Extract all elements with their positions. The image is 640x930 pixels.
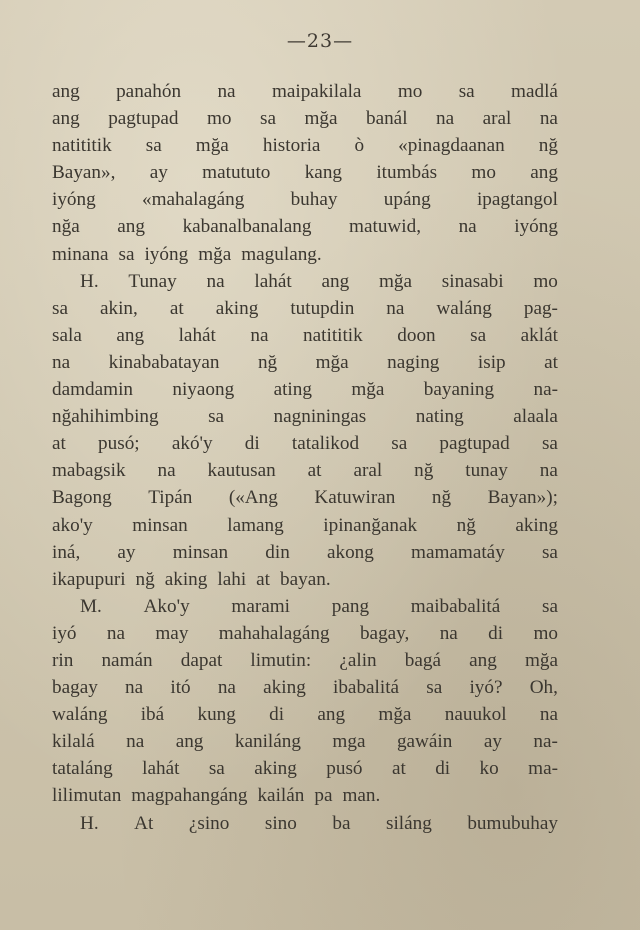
word: nating <box>415 406 464 428</box>
word: na <box>206 270 225 292</box>
word: ¿alin <box>339 649 377 671</box>
word: lahát <box>254 270 292 292</box>
word: Bayan», <box>52 162 116 184</box>
word: magulang. <box>241 243 322 265</box>
word: ay <box>483 731 502 753</box>
word: «pinagdaanan <box>398 135 505 157</box>
word: ibabalitá <box>333 677 400 699</box>
word: at <box>169 297 184 319</box>
word: bayaning <box>423 379 495 401</box>
word: waláng <box>52 704 108 726</box>
word: minsan <box>172 541 229 563</box>
word: pagtupad <box>108 108 179 130</box>
word: naging <box>387 351 440 373</box>
word: na <box>439 622 458 644</box>
word: sinasabi <box>441 270 504 292</box>
word: di <box>244 433 260 455</box>
word: nğ <box>414 460 434 482</box>
word: ang <box>321 270 350 292</box>
word: na <box>539 108 558 130</box>
word: ating <box>273 379 312 401</box>
text-line <box>52 755 558 782</box>
word: mğa <box>378 704 412 726</box>
word: kaniláng <box>234 731 301 753</box>
word: minsan <box>132 514 188 536</box>
word: tunay <box>465 460 508 482</box>
word: na <box>458 216 477 238</box>
word: matuwid, <box>349 216 421 238</box>
word: buhay <box>290 189 338 211</box>
word: sa <box>208 406 225 428</box>
word: banál <box>365 108 408 130</box>
word: at <box>307 460 322 482</box>
word: iyó? <box>469 677 503 699</box>
word: na <box>386 297 405 319</box>
word: At <box>134 812 154 834</box>
word: mo <box>533 622 558 644</box>
word: akin, <box>99 297 138 319</box>
word: waláng <box>436 297 492 319</box>
word: tatalikod <box>291 433 360 455</box>
word: pagtupad <box>439 433 510 455</box>
word: na <box>52 351 71 373</box>
word: nğ <box>538 135 558 157</box>
word: isip <box>477 351 506 373</box>
word: na <box>250 324 269 346</box>
word: itó <box>170 677 191 699</box>
word: magpahangáng <box>131 785 248 807</box>
word: mabagsik <box>52 460 126 482</box>
word: di <box>488 622 504 644</box>
word: ipinanğanak <box>323 514 418 536</box>
word: sino <box>264 812 297 834</box>
word: ang <box>469 649 497 671</box>
word: na- <box>533 731 558 753</box>
word: alaala <box>513 406 558 428</box>
word: ò <box>354 135 365 157</box>
word: M. <box>80 595 102 617</box>
word: dapat <box>180 649 223 671</box>
word: H. <box>80 270 99 292</box>
word: nğ <box>431 487 452 509</box>
word: ang <box>116 324 145 346</box>
word: pa <box>314 785 333 807</box>
word: mamamatáy <box>411 541 505 563</box>
word: Ako'y <box>143 595 190 617</box>
word: sa <box>541 433 558 455</box>
word: pag- <box>523 297 558 319</box>
word: mo <box>207 108 232 130</box>
word: natititik <box>303 324 363 346</box>
word: lilimutan <box>52 785 122 807</box>
word: nğahihimbing <box>52 406 159 428</box>
word: «mahalagáng <box>142 189 245 211</box>
word: tutupdin <box>290 297 355 319</box>
word: aking <box>263 677 306 699</box>
body-text <box>52 78 558 837</box>
word: ipagtangol <box>476 189 558 211</box>
word: akó'y <box>171 433 213 455</box>
word: may <box>155 622 189 644</box>
text-line <box>52 430 558 457</box>
word: nagniningas <box>273 406 367 428</box>
word: mahahalagáng <box>218 622 330 644</box>
word: mğa <box>378 270 413 292</box>
word: sa <box>541 541 558 563</box>
text-line <box>52 782 558 809</box>
word: historia <box>262 135 321 157</box>
word: tataláng <box>52 758 113 780</box>
word: mo <box>471 162 496 184</box>
word: maibabalitá <box>410 595 501 617</box>
word: upáng <box>383 189 431 211</box>
word: nğ <box>135 568 155 590</box>
word: («Ang <box>228 487 278 509</box>
word: mğa <box>198 243 232 265</box>
word: ay <box>117 541 136 563</box>
word: sa <box>426 677 443 699</box>
word: bagay, <box>359 622 410 644</box>
word: lahi <box>217 568 247 590</box>
text-line <box>52 213 558 240</box>
word: na <box>539 704 558 726</box>
word: pang <box>331 595 370 617</box>
word: aking <box>215 297 259 319</box>
text-line <box>52 403 558 430</box>
text-line <box>52 322 558 349</box>
word: aral <box>482 108 512 130</box>
word: lamang <box>227 514 284 536</box>
word: din <box>265 541 290 563</box>
text-line <box>52 186 558 213</box>
word: ako'y <box>52 514 93 536</box>
word: sa <box>260 108 276 130</box>
word: bayan. <box>280 568 331 590</box>
word: sa <box>470 324 487 346</box>
text-line <box>52 132 558 159</box>
text-line <box>52 457 558 484</box>
word: Tipán <box>148 487 193 509</box>
word: sa <box>542 595 558 617</box>
word: mga <box>332 731 366 753</box>
word: ang <box>52 108 80 130</box>
word: natititik <box>52 135 112 157</box>
word: pusó; <box>98 433 140 455</box>
word: aklát <box>520 324 558 346</box>
word: na <box>436 108 455 130</box>
text-line <box>52 268 558 295</box>
word: aking <box>515 514 558 536</box>
word: di <box>435 758 451 780</box>
text-line <box>52 701 558 728</box>
word: itumbás <box>376 162 438 184</box>
word: nauukol <box>444 704 507 726</box>
word: ibá <box>140 704 165 726</box>
word: kailán <box>257 785 305 807</box>
word: na <box>539 460 558 482</box>
word: at <box>256 568 271 590</box>
word: sala <box>52 324 82 346</box>
word: nğ <box>257 351 278 373</box>
word: ay <box>149 162 168 184</box>
word: limutin: <box>250 649 312 671</box>
text-line <box>52 241 558 268</box>
word: lahát <box>142 758 180 780</box>
word: panahón <box>116 81 182 102</box>
word: lahát <box>178 324 216 346</box>
word: nğa <box>52 216 80 238</box>
word: kinababatayan <box>108 351 220 373</box>
word: man. <box>342 785 381 807</box>
text-line <box>52 647 558 674</box>
word: niyaong <box>172 379 235 401</box>
word: mğa <box>351 379 385 401</box>
word: sa <box>52 297 68 319</box>
word: mğa <box>195 135 229 157</box>
word: siláng <box>385 812 432 834</box>
word: ma- <box>528 758 558 780</box>
word: iyóng <box>144 243 189 265</box>
word: di <box>269 704 285 726</box>
word: pusó <box>326 758 363 780</box>
word: Bagong <box>52 487 112 509</box>
word: mo <box>533 270 558 292</box>
word: H. <box>80 812 99 834</box>
word: at <box>544 351 558 373</box>
word: na <box>217 677 236 699</box>
word: aral <box>353 460 383 482</box>
word: kabanalbanalang <box>182 216 312 238</box>
text-line <box>52 539 558 566</box>
text-line <box>52 620 558 647</box>
word: iyóng <box>52 189 96 211</box>
word: ang <box>317 704 346 726</box>
word: ang <box>175 731 204 753</box>
word: kautusan <box>207 460 276 482</box>
text-line <box>52 810 558 837</box>
word: ikapupuri <box>52 568 126 590</box>
text-line <box>52 484 558 511</box>
text-line <box>52 566 558 593</box>
word: ang <box>530 162 558 184</box>
word: minana <box>52 243 109 265</box>
word: mğa <box>315 351 349 373</box>
text-line <box>52 159 558 186</box>
word: maipakilala <box>271 81 362 102</box>
word: sa <box>458 81 475 102</box>
word: mğa <box>304 108 338 130</box>
word: sa <box>118 243 135 265</box>
word: sa <box>145 135 162 157</box>
word: na <box>217 81 236 102</box>
word: iyóng <box>514 216 558 238</box>
word: na- <box>533 379 558 401</box>
text-line <box>52 349 558 376</box>
word: ang <box>117 216 145 238</box>
word: matututo <box>202 162 271 184</box>
word: gawáin <box>396 731 453 753</box>
word: sa <box>208 758 225 780</box>
text-line <box>52 593 558 620</box>
word: Bayan»); <box>487 487 558 509</box>
word: madlá <box>511 81 558 102</box>
word: Tunay <box>128 270 177 292</box>
word: at <box>52 433 66 455</box>
word: iyó <box>52 622 77 644</box>
word: nğ <box>456 514 476 536</box>
text-line <box>52 376 558 403</box>
word: kang <box>304 162 343 184</box>
text-line <box>52 78 558 105</box>
word: mğa <box>524 649 558 671</box>
word: ¿sino <box>188 812 230 834</box>
word: kung <box>197 704 236 726</box>
word: ang <box>52 81 80 102</box>
text-line <box>52 295 558 322</box>
word: sa <box>391 433 408 455</box>
word: na <box>126 731 145 753</box>
word: ba <box>332 812 351 834</box>
word: na <box>125 677 144 699</box>
word: Katuwiran <box>314 487 396 509</box>
word: na <box>106 622 126 644</box>
text-line <box>52 674 558 701</box>
word: bagay <box>52 677 98 699</box>
word: kilalá <box>52 731 95 753</box>
word: ko <box>479 758 499 780</box>
word: bumubuhay <box>467 812 558 834</box>
text-line <box>52 512 558 539</box>
word: at <box>391 758 406 780</box>
word: akong <box>326 541 374 563</box>
word: doon <box>397 324 436 346</box>
word: rin <box>52 649 74 671</box>
word: aking <box>164 568 208 590</box>
word: na <box>157 460 176 482</box>
text-line <box>52 728 558 755</box>
word: mo <box>397 81 423 102</box>
word: Oh, <box>529 677 558 699</box>
word: bagá <box>404 649 441 671</box>
text-line <box>52 105 558 132</box>
word: iná, <box>52 541 81 563</box>
word: damdamin <box>52 379 133 401</box>
page-number: —23— <box>286 30 354 52</box>
word: marami <box>231 595 291 617</box>
word: namán <box>101 649 153 671</box>
word: aking <box>254 758 297 780</box>
